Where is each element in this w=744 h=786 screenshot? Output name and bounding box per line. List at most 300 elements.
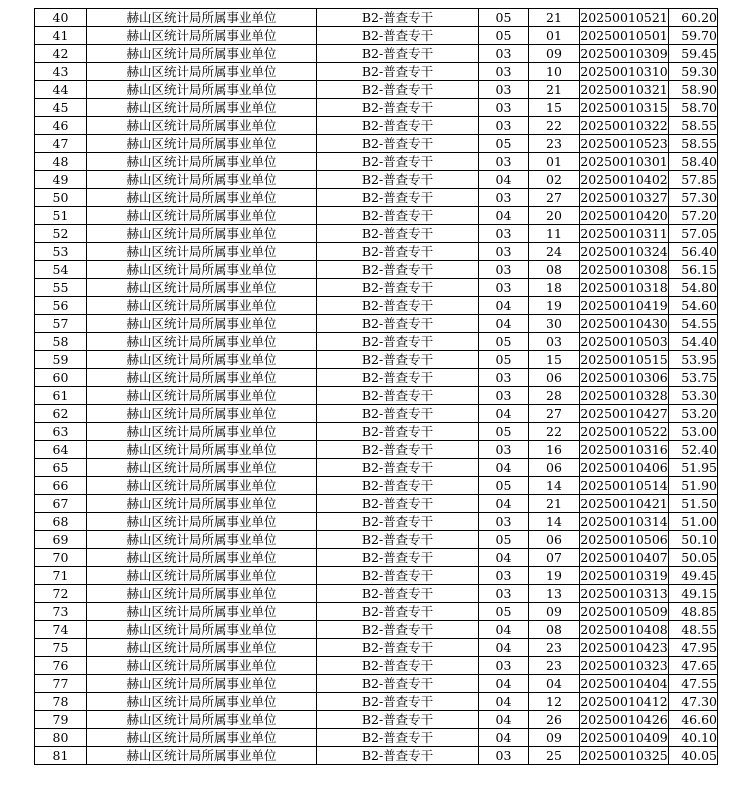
seat-number-cell: 22 [529,117,580,135]
employer-unit-cell: 赫山区统计局所属事业单位 [87,693,317,711]
position-name-cell: B2-普查专干 [317,153,479,171]
seat-number-cell: 08 [529,621,580,639]
score-table [34,8,718,765]
seat-number-cell: 30 [529,315,580,333]
exam-room-cell: 04 [479,675,529,693]
exam-room-cell: 03 [479,81,529,99]
exam-score-cell: 57.85 [669,171,718,189]
position-name-cell: B2-普查专干 [317,639,479,657]
position-name-cell: B2-普查专干 [317,531,479,549]
exam-room-cell: 03 [479,243,529,261]
table-row [35,279,718,297]
table-row [35,9,718,27]
position-name-cell: B2-普查专干 [317,585,479,603]
exam-score-cell: 53.75 [669,369,718,387]
employer-unit-cell: 赫山区统计局所属事业单位 [87,63,317,81]
exam-score-cell: 51.00 [669,513,718,531]
row-number-cell: 62 [35,405,87,423]
exam-score-cell: 48.55 [669,621,718,639]
seat-number-cell: 15 [529,99,580,117]
position-name-cell: B2-普查专干 [317,189,479,207]
employer-unit-cell: 赫山区统计局所属事业单位 [87,81,317,99]
exam-score-cell: 47.55 [669,675,718,693]
exam-room-cell: 03 [479,567,529,585]
exam-room-cell: 03 [479,657,529,675]
employer-unit-cell: 赫山区统计局所属事业单位 [87,675,317,693]
exam-score-cell: 51.90 [669,477,718,495]
employer-unit-cell: 赫山区统计局所属事业单位 [87,567,317,585]
position-name-cell: B2-普查专干 [317,693,479,711]
row-number-cell: 60 [35,369,87,387]
position-name-cell: B2-普查专干 [317,297,479,315]
position-name-cell: B2-普查专干 [317,63,479,81]
admission-ticket-number-cell: 20250010509 [580,604,668,619]
seat-number-cell: 06 [529,531,580,549]
row-number-cell: 47 [35,135,87,153]
row-number-cell: 51 [35,207,87,225]
table-row [35,207,718,225]
exam-room-cell: 03 [479,747,529,765]
admission-ticket-number-cell: 20250010420 [580,208,668,223]
seat-number-cell: 21 [529,495,580,513]
table-row [35,423,718,441]
table-row [35,495,718,513]
row-number-cell: 40 [35,9,87,27]
exam-score-cell: 54.55 [669,315,718,333]
admission-ticket-number-cell: 20250010522 [580,424,668,439]
row-number-cell: 42 [35,45,87,63]
seat-number-cell: 23 [529,135,580,153]
employer-unit-cell: 赫山区统计局所属事业单位 [87,225,317,243]
position-name-cell: B2-普查专干 [317,441,479,459]
exam-room-cell: 03 [479,441,529,459]
exam-score-cell: 47.65 [669,657,718,675]
admission-ticket-number-cell: 20250010323 [580,658,668,673]
row-number-cell: 73 [35,603,87,621]
row-number-cell: 64 [35,441,87,459]
position-name-cell: B2-普查专干 [317,81,479,99]
table-row [35,657,718,675]
admission-ticket-number-cell: 20250010421 [580,496,668,511]
admission-ticket-number-cell: 20250010426 [580,712,668,727]
exam-room-cell: 04 [479,729,529,747]
row-number-cell: 67 [35,495,87,513]
employer-unit-cell: 赫山区统计局所属事业单位 [87,27,317,45]
employer-unit-cell: 赫山区统计局所属事业单位 [87,45,317,63]
row-number-cell: 74 [35,621,87,639]
exam-score-cell: 53.30 [669,387,718,405]
exam-room-cell: 03 [479,63,529,81]
exam-score-cell: 53.00 [669,423,718,441]
row-number-cell: 61 [35,387,87,405]
row-number-cell: 57 [35,315,87,333]
position-name-cell: B2-普查专干 [317,243,479,261]
position-name-cell: B2-普查专干 [317,117,479,135]
exam-room-cell: 04 [479,639,529,657]
employer-unit-cell: 赫山区统计局所属事业单位 [87,153,317,171]
admission-ticket-number-cell: 20250010318 [580,280,668,295]
exam-room-cell: 04 [479,297,529,315]
table-row [35,639,718,657]
row-number-cell: 72 [35,585,87,603]
seat-number-cell: 13 [529,585,580,603]
row-number-cell: 69 [35,531,87,549]
row-number-cell: 78 [35,693,87,711]
employer-unit-cell: 赫山区统计局所属事业单位 [87,711,317,729]
exam-room-cell: 05 [479,477,529,495]
exam-room-cell: 04 [479,693,529,711]
admission-ticket-number-cell: 20250010523 [580,136,668,151]
seat-number-cell: 15 [529,351,580,369]
employer-unit-cell: 赫山区统计局所属事业单位 [87,189,317,207]
row-number-cell: 66 [35,477,87,495]
row-number-cell: 65 [35,459,87,477]
employer-unit-cell: 赫山区统计局所属事业单位 [87,495,317,513]
table-row [35,405,718,423]
admission-ticket-number-cell: 20250010311 [580,226,668,241]
row-number-cell: 76 [35,657,87,675]
exam-room-cell: 04 [479,621,529,639]
table-row [35,513,718,531]
exam-room-cell: 04 [479,171,529,189]
exam-room-cell: 05 [479,423,529,441]
position-name-cell: B2-普查专干 [317,603,479,621]
exam-room-cell: 03 [479,279,529,297]
admission-ticket-number-cell: 20250010314 [580,514,668,529]
seat-number-cell: 21 [529,81,580,99]
position-name-cell: B2-普查专干 [317,99,479,117]
position-name-cell: B2-普查专干 [317,369,479,387]
exam-room-cell: 03 [479,99,529,117]
seat-number-cell: 26 [529,711,580,729]
exam-score-cell: 57.05 [669,225,718,243]
table-row [35,369,718,387]
employer-unit-cell: 赫山区统计局所属事业单位 [87,333,317,351]
row-number-cell: 46 [35,117,87,135]
seat-number-cell: 16 [529,441,580,459]
employer-unit-cell: 赫山区统计局所属事业单位 [87,297,317,315]
exam-room-cell: 05 [479,351,529,369]
employer-unit-cell: 赫山区统计局所属事业单位 [87,369,317,387]
admission-ticket-number-cell: 20250010501 [580,28,668,43]
exam-score-cell: 51.95 [669,459,718,477]
row-number-cell: 52 [35,225,87,243]
exam-score-cell: 58.40 [669,153,718,171]
exam-score-cell: 40.10 [669,729,718,747]
table-row [35,531,718,549]
employer-unit-cell: 赫山区统计局所属事业单位 [87,441,317,459]
employer-unit-cell: 赫山区统计局所属事业单位 [87,405,317,423]
position-name-cell: B2-普查专干 [317,495,479,513]
exam-score-cell: 59.45 [669,45,718,63]
seat-number-cell: 08 [529,261,580,279]
exam-score-cell: 40.05 [669,747,718,765]
admission-ticket-number-cell: 20250010419 [580,298,668,313]
table-row [35,243,718,261]
admission-ticket-number-cell: 20250010309 [580,46,668,61]
admission-ticket-number-cell: 20250010310 [580,64,668,79]
exam-score-cell: 47.95 [669,639,718,657]
seat-number-cell: 01 [529,153,580,171]
admission-ticket-number-cell: 20250010315 [580,100,668,115]
seat-number-cell: 09 [529,603,580,621]
admission-ticket-number-cell: 20250010313 [580,586,668,601]
exam-score-cell: 53.20 [669,405,718,423]
table-row [35,459,718,477]
exam-score-cell: 58.55 [669,135,718,153]
seat-number-cell: 10 [529,63,580,81]
admission-ticket-number-cell: 20250010308 [580,262,668,277]
employer-unit-cell: 赫山区统计局所属事业单位 [87,423,317,441]
exam-score-cell: 54.60 [669,297,718,315]
position-name-cell: B2-普查专干 [317,27,479,45]
score-table-body [35,9,718,765]
exam-room-cell: 03 [479,189,529,207]
exam-score-cell: 48.85 [669,603,718,621]
exam-room-cell: 05 [479,603,529,621]
exam-room-cell: 05 [479,9,529,27]
exam-room-cell: 03 [479,153,529,171]
table-row [35,603,718,621]
position-name-cell: B2-普查专干 [317,405,479,423]
exam-score-cell: 57.20 [669,207,718,225]
row-number-cell: 53 [35,243,87,261]
exam-room-cell: 04 [479,315,529,333]
row-number-cell: 79 [35,711,87,729]
exam-score-cell: 54.40 [669,333,718,351]
exam-score-cell: 46.60 [669,711,718,729]
employer-unit-cell: 赫山区统计局所属事业单位 [87,531,317,549]
table-row [35,585,718,603]
employer-unit-cell: 赫山区统计局所属事业单位 [87,315,317,333]
table-row [35,567,718,585]
employer-unit-cell: 赫山区统计局所属事业单位 [87,171,317,189]
table-row [35,63,718,81]
row-number-cell: 71 [35,567,87,585]
table-row [35,729,718,747]
exam-room-cell: 04 [479,495,529,513]
employer-unit-cell: 赫山区统计局所属事业单位 [87,9,317,27]
table-row [35,387,718,405]
position-name-cell: B2-普查专干 [317,747,479,765]
seat-number-cell: 14 [529,477,580,495]
row-number-cell: 75 [35,639,87,657]
exam-score-cell: 53.95 [669,351,718,369]
exam-room-cell: 03 [479,261,529,279]
row-number-cell: 45 [35,99,87,117]
row-number-cell: 77 [35,675,87,693]
seat-number-cell: 04 [529,675,580,693]
admission-ticket-number-cell: 20250010506 [580,532,668,547]
position-name-cell: B2-普查专干 [317,549,479,567]
exam-score-cell: 58.70 [669,99,718,117]
seat-number-cell: 01 [529,27,580,45]
admission-ticket-number-cell: 20250010407 [580,550,668,565]
exam-score-cell: 57.30 [669,189,718,207]
exam-score-cell: 59.70 [669,27,718,45]
seat-number-cell: 09 [529,729,580,747]
position-name-cell: B2-普查专干 [317,423,479,441]
table-row [35,225,718,243]
seat-number-cell: 12 [529,693,580,711]
admission-ticket-number-cell: 20250010412 [580,694,668,709]
admission-ticket-number-cell: 20250010409 [580,730,668,745]
employer-unit-cell: 赫山区统计局所属事业单位 [87,279,317,297]
position-name-cell: B2-普查专干 [317,387,479,405]
table-row [35,711,718,729]
admission-ticket-number-cell: 20250010514 [580,478,668,493]
exam-score-cell: 50.10 [669,531,718,549]
seat-number-cell: 27 [529,405,580,423]
table-row [35,189,718,207]
row-number-cell: 63 [35,423,87,441]
employer-unit-cell: 赫山区统计局所属事业单位 [87,729,317,747]
admission-ticket-number-cell: 20250010322 [580,118,668,133]
position-name-cell: B2-普查专干 [317,9,479,27]
table-row [35,117,718,135]
seat-number-cell: 25 [529,747,580,765]
position-name-cell: B2-普查专干 [317,171,479,189]
exam-room-cell: 05 [479,135,529,153]
row-number-cell: 68 [35,513,87,531]
table-row [35,333,718,351]
row-number-cell: 44 [35,81,87,99]
admission-ticket-number-cell: 20250010328 [580,388,668,403]
exam-room-cell: 03 [479,369,529,387]
admission-ticket-number-cell: 20250010423 [580,640,668,655]
exam-room-cell: 04 [479,549,529,567]
exam-score-cell: 49.15 [669,585,718,603]
admission-ticket-number-cell: 20250010406 [580,460,668,475]
table-row [35,297,718,315]
row-number-cell: 43 [35,63,87,81]
admission-ticket-number-cell: 20250010327 [580,190,668,205]
seat-number-cell: 28 [529,387,580,405]
employer-unit-cell: 赫山区统计局所属事业单位 [87,549,317,567]
table-row [35,261,718,279]
seat-number-cell: 23 [529,639,580,657]
row-number-cell: 56 [35,297,87,315]
row-number-cell: 81 [35,747,87,765]
row-number-cell: 55 [35,279,87,297]
table-row [35,747,718,765]
position-name-cell: B2-普查专干 [317,621,479,639]
employer-unit-cell: 赫山区统计局所属事业单位 [87,135,317,153]
table-row [35,153,718,171]
position-name-cell: B2-普查专干 [317,207,479,225]
exam-room-cell: 04 [479,405,529,423]
employer-unit-cell: 赫山区统计局所属事业单位 [87,351,317,369]
position-name-cell: B2-普查专干 [317,459,479,477]
seat-number-cell: 06 [529,459,580,477]
exam-score-cell: 54.80 [669,279,718,297]
employer-unit-cell: 赫山区统计局所属事业单位 [87,657,317,675]
position-name-cell: B2-普查专干 [317,261,479,279]
exam-score-cell: 50.05 [669,549,718,567]
employer-unit-cell: 赫山区统计局所属事业单位 [87,747,317,765]
employer-unit-cell: 赫山区统计局所属事业单位 [87,585,317,603]
exam-score-cell: 60.20 [669,9,718,27]
row-number-cell: 80 [35,729,87,747]
seat-number-cell: 14 [529,513,580,531]
admission-ticket-number-cell: 20250010402 [580,172,668,187]
row-number-cell: 50 [35,189,87,207]
exam-room-cell: 03 [479,117,529,135]
employer-unit-cell: 赫山区统计局所属事业单位 [87,387,317,405]
admission-ticket-number-cell: 20250010408 [580,622,668,637]
exam-room-cell: 04 [479,711,529,729]
seat-number-cell: 06 [529,369,580,387]
table-row [35,171,718,189]
table-row [35,549,718,567]
employer-unit-cell: 赫山区统计局所属事业单位 [87,117,317,135]
seat-number-cell: 21 [529,9,580,27]
seat-number-cell: 18 [529,279,580,297]
position-name-cell: B2-普查专干 [317,711,479,729]
position-name-cell: B2-普查专干 [317,135,479,153]
admission-ticket-number-cell: 20250010427 [580,406,668,421]
admission-ticket-number-cell: 20250010430 [580,316,668,331]
employer-unit-cell: 赫山区统计局所属事业单位 [87,243,317,261]
admission-ticket-number-cell: 20250010319 [580,568,668,583]
seat-number-cell: 20 [529,207,580,225]
admission-ticket-number-cell: 20250010521 [580,10,668,25]
table-row [35,351,718,369]
table-row [35,81,718,99]
table-row [35,477,718,495]
seat-number-cell: 24 [529,243,580,261]
admission-ticket-number-cell: 20250010404 [580,676,668,691]
admission-ticket-number-cell: 20250010321 [580,82,668,97]
position-name-cell: B2-普查专干 [317,513,479,531]
row-number-cell: 49 [35,171,87,189]
exam-room-cell: 03 [479,585,529,603]
admission-ticket-number-cell: 20250010316 [580,442,668,457]
employer-unit-cell: 赫山区统计局所属事业单位 [87,207,317,225]
exam-score-cell: 56.15 [669,261,718,279]
position-name-cell: B2-普查专干 [317,315,479,333]
admission-ticket-number-cell: 20250010325 [580,748,668,763]
exam-score-cell: 58.90 [669,81,718,99]
employer-unit-cell: 赫山区统计局所属事业单位 [87,477,317,495]
employer-unit-cell: 赫山区统计局所属事业单位 [87,603,317,621]
position-name-cell: B2-普查专干 [317,45,479,63]
seat-number-cell: 19 [529,567,580,585]
exam-room-cell: 03 [479,45,529,63]
exam-room-cell: 04 [479,459,529,477]
exam-room-cell: 04 [479,207,529,225]
exam-score-cell: 49.45 [669,567,718,585]
position-name-cell: B2-普查专干 [317,657,479,675]
employer-unit-cell: 赫山区统计局所属事业单位 [87,513,317,531]
seat-number-cell: 11 [529,225,580,243]
position-name-cell: B2-普查专干 [317,729,479,747]
position-name-cell: B2-普查专干 [317,225,479,243]
exam-score-cell: 51.50 [669,495,718,513]
position-name-cell: B2-普查专干 [317,333,479,351]
position-name-cell: B2-普查专干 [317,675,479,693]
admission-ticket-number-cell: 20250010306 [580,370,668,385]
exam-room-cell: 03 [479,225,529,243]
seat-number-cell: 22 [529,423,580,441]
admission-ticket-number-cell: 20250010503 [580,334,668,349]
employer-unit-cell: 赫山区统计局所属事业单位 [87,621,317,639]
row-number-cell: 48 [35,153,87,171]
row-number-cell: 58 [35,333,87,351]
admission-ticket-number-cell: 20250010301 [580,154,668,169]
employer-unit-cell: 赫山区统计局所属事业单位 [87,99,317,117]
seat-number-cell: 02 [529,171,580,189]
